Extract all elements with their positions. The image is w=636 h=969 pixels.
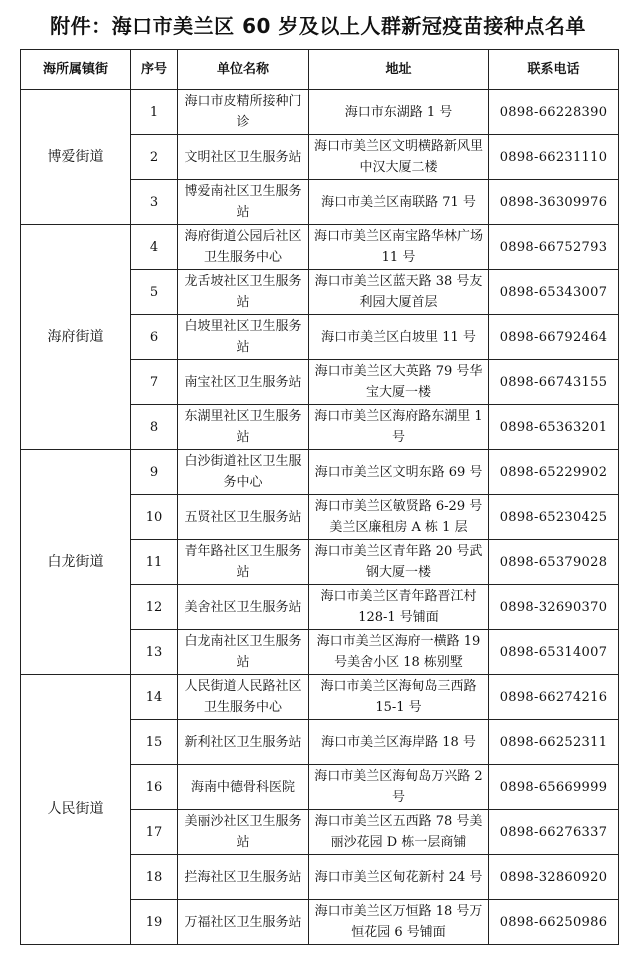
phone-cell: 0898-66274216	[489, 675, 619, 720]
serial-number-cell: 6	[131, 315, 178, 360]
serial-number-cell: 10	[131, 495, 178, 540]
phone-cell: 0898-66752793	[489, 225, 619, 270]
serial-number-cell: 11	[131, 540, 178, 585]
header-street: 海所属镇街	[21, 50, 131, 90]
address-cell: 海口市美兰区南宝路华林广场 11 号	[309, 225, 489, 270]
address-cell: 海口市美兰区海府一横路 19 号美舍小区 18 栋别墅	[309, 630, 489, 675]
unit-name-cell: 海府街道公园后社区卫生服务中心	[178, 225, 309, 270]
address-cell: 海口市美兰区文明东路 69 号	[309, 450, 489, 495]
unit-name-cell: 文明社区卫生服务站	[178, 135, 309, 180]
unit-name-cell: 人民街道人民路社区卫生服务中心	[178, 675, 309, 720]
serial-number-cell: 14	[131, 675, 178, 720]
serial-number-cell: 12	[131, 585, 178, 630]
phone-cell: 0898-66231110	[489, 135, 619, 180]
serial-number-cell: 8	[131, 405, 178, 450]
serial-number-cell: 1	[131, 90, 178, 135]
phone-cell: 0898-36309976	[489, 180, 619, 225]
phone-cell: 0898-32690370	[489, 585, 619, 630]
unit-name-cell: 白龙南社区卫生服务站	[178, 630, 309, 675]
unit-name-cell: 南宝社区卫生服务站	[178, 360, 309, 405]
address-cell: 海口市美兰区文明横路新风里中汉大厦二楼	[309, 135, 489, 180]
phone-cell: 0898-65229902	[489, 450, 619, 495]
address-cell: 海口市美兰区敏贤路 6-29 号美兰区廉租房 A 栋 1 层	[309, 495, 489, 540]
phone-cell: 0898-65343007	[489, 270, 619, 315]
table-row	[21, 90, 619, 135]
table-header	[21, 50, 619, 90]
serial-number-cell: 13	[131, 630, 178, 675]
unit-name-cell: 白沙街道社区卫生服务中心	[178, 450, 309, 495]
table-row	[21, 675, 619, 720]
phone-cell: 0898-32860920	[489, 855, 619, 900]
phone-cell: 0898-66252311	[489, 720, 619, 765]
table-body	[21, 90, 619, 945]
unit-name-cell: 白坡里社区卫生服务站	[178, 315, 309, 360]
header-address: 地址	[309, 50, 489, 90]
serial-number-cell: 17	[131, 810, 178, 855]
phone-cell: 0898-65669999	[489, 765, 619, 810]
address-cell: 海口市美兰区五西路 78 号美丽沙花园 D 栋一层商铺	[309, 810, 489, 855]
phone-cell: 0898-66250986	[489, 900, 619, 945]
phone-cell: 0898-65379028	[489, 540, 619, 585]
address-cell: 海口市美兰区大英路 79 号华宝大厦一楼	[309, 360, 489, 405]
serial-number-cell: 4	[131, 225, 178, 270]
address-cell: 海口市美兰区海甸岛三西路 15-1 号	[309, 675, 489, 720]
street-cell: 人民街道	[21, 675, 131, 945]
unit-name-cell: 美丽沙社区卫生服务站	[178, 810, 309, 855]
phone-cell: 0898-65363201	[489, 405, 619, 450]
street-cell: 海府街道	[21, 225, 131, 450]
unit-name-cell: 美舍社区卫生服务站	[178, 585, 309, 630]
unit-name-cell: 青年路社区卫生服务站	[178, 540, 309, 585]
unit-name-cell: 五贤社区卫生服务站	[178, 495, 309, 540]
serial-number-cell: 5	[131, 270, 178, 315]
address-cell: 海口市美兰区南联路 71 号	[309, 180, 489, 225]
unit-name-cell: 拦海社区卫生服务站	[178, 855, 309, 900]
address-cell: 海口市美兰区海甸岛万兴路 2 号	[309, 765, 489, 810]
serial-number-cell: 16	[131, 765, 178, 810]
phone-cell: 0898-66228390	[489, 90, 619, 135]
address-cell: 海口市美兰区甸花新村 24 号	[309, 855, 489, 900]
header-row	[21, 50, 619, 90]
unit-name-cell: 东湖里社区卫生服务站	[178, 405, 309, 450]
table-row	[21, 225, 619, 270]
unit-name-cell: 海口市皮精所接种门诊	[178, 90, 309, 135]
street-cell: 白龙街道	[21, 450, 131, 675]
header-phone: 联系电话	[489, 50, 619, 90]
address-cell: 海口市东湖路 1 号	[309, 90, 489, 135]
serial-number-cell: 9	[131, 450, 178, 495]
address-cell: 海口市美兰区青年路 20 号武钢大厦一楼	[309, 540, 489, 585]
header-serial-number: 序号	[131, 50, 178, 90]
street-cell: 博爱街道	[21, 90, 131, 225]
address-cell: 海口市美兰区白坡里 11 号	[309, 315, 489, 360]
phone-cell: 0898-66792464	[489, 315, 619, 360]
header-unit-name: 单位名称	[178, 50, 309, 90]
address-cell: 海口市美兰区蓝天路 38 号友利园大厦首层	[309, 270, 489, 315]
serial-number-cell: 7	[131, 360, 178, 405]
serial-number-cell: 18	[131, 855, 178, 900]
unit-name-cell: 万福社区卫生服务站	[178, 900, 309, 945]
unit-name-cell: 海南中德骨科医院	[178, 765, 309, 810]
vaccination-sites-table	[20, 49, 619, 945]
serial-number-cell: 19	[131, 900, 178, 945]
phone-cell: 0898-65314007	[489, 630, 619, 675]
table-row	[21, 450, 619, 495]
serial-number-cell: 2	[131, 135, 178, 180]
address-cell: 海口市美兰区海岸路 18 号	[309, 720, 489, 765]
serial-number-cell: 3	[131, 180, 178, 225]
serial-number-cell: 15	[131, 720, 178, 765]
unit-name-cell: 博爱南社区卫生服务站	[178, 180, 309, 225]
address-cell: 海口市美兰区海府路东湖里 1 号	[309, 405, 489, 450]
document-title: 附件：海口市美兰区 60 岁及以上人群新冠疫苗接种点名单	[50, 14, 586, 38]
phone-cell: 0898-65230425	[489, 495, 619, 540]
unit-name-cell: 新利社区卫生服务站	[178, 720, 309, 765]
unit-name-cell: 龙舌坡社区卫生服务站	[178, 270, 309, 315]
phone-cell: 0898-66276337	[489, 810, 619, 855]
address-cell: 海口市美兰区青年路晋江村 128-1 号铺面	[309, 585, 489, 630]
phone-cell: 0898-66743155	[489, 360, 619, 405]
address-cell: 海口市美兰区万恒路 18 号万恒花园 6 号铺面	[309, 900, 489, 945]
